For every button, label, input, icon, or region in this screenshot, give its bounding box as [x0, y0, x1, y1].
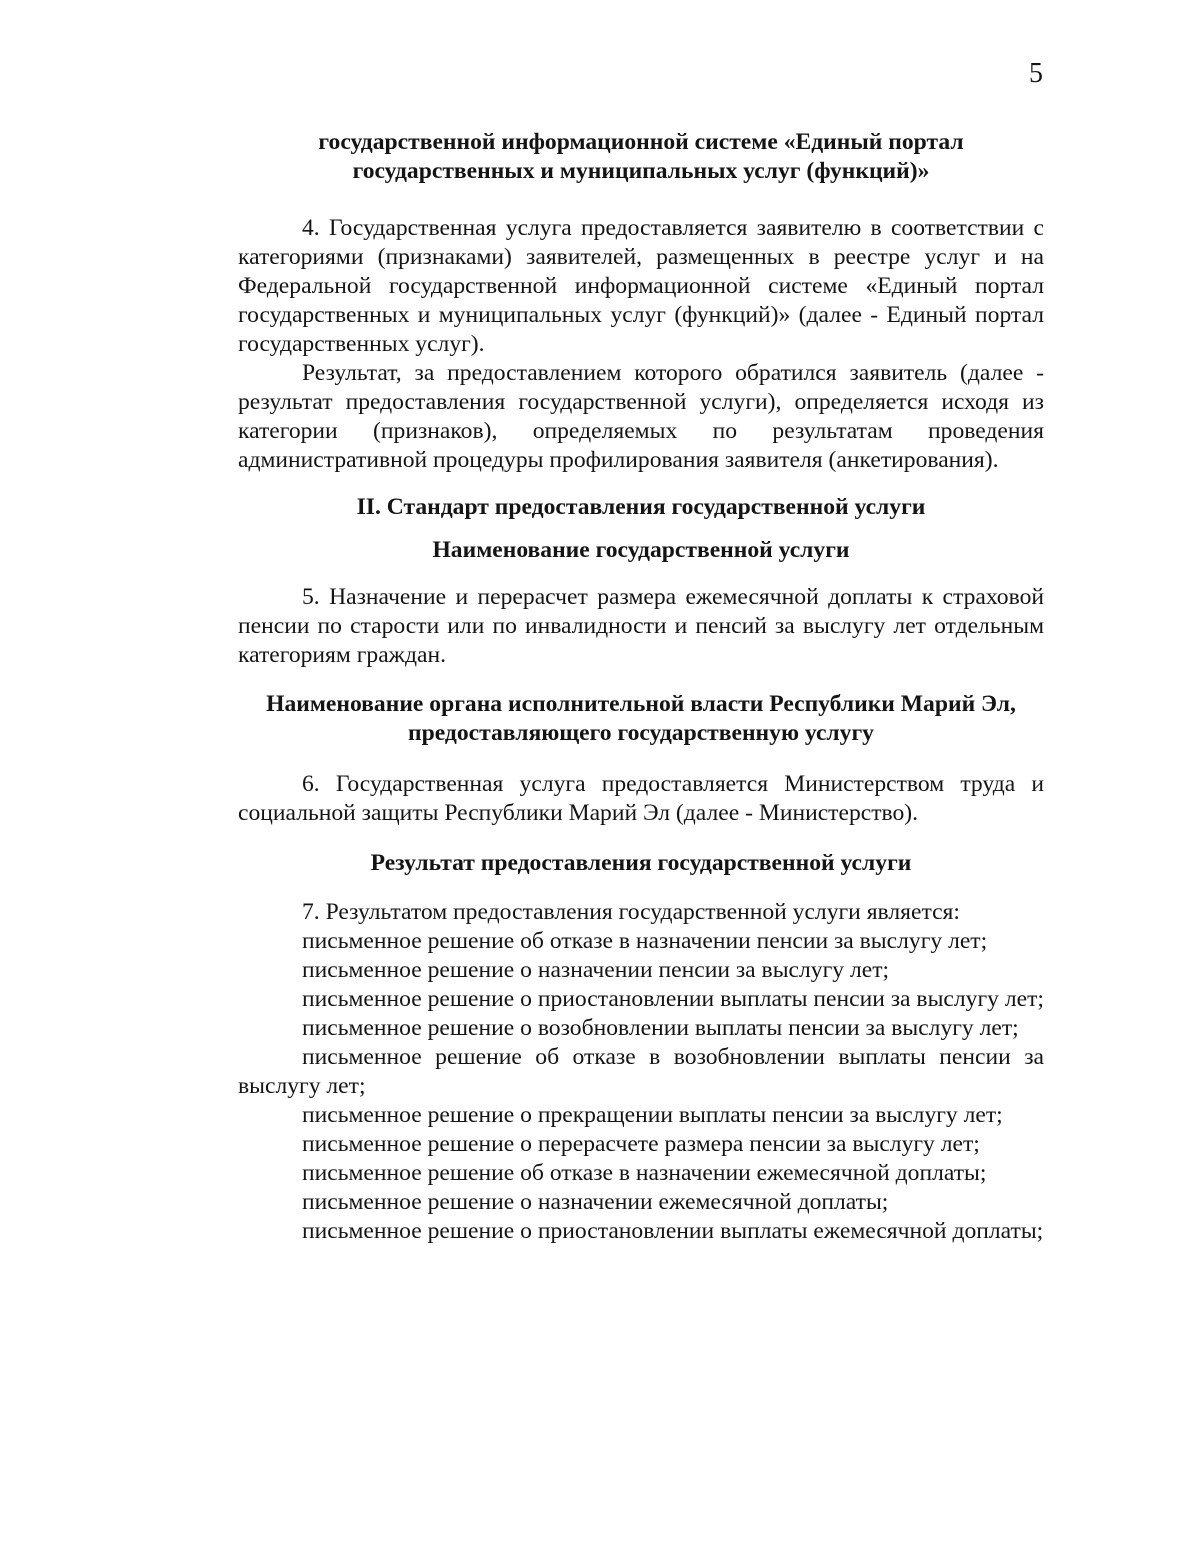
- list-item: письменное решение об отказе в назначении пенсии за выслугу лет;: [302, 928, 988, 954]
- heading-service-name: Наименование государственной услуги: [432, 537, 850, 563]
- heading-executive-body: Наименование органа исполнительной власти Республики Марий Эл, предоставляющего государственную услугу: [266, 691, 1016, 746]
- heading-service-result: Результат предоставления государственной услуги: [370, 850, 912, 876]
- list-item: письменное решение об отказе в назначении ежемесячной доплаты;: [302, 1160, 987, 1186]
- document-body: [238, 128, 1044, 1246]
- paragraph-5: 5. Назначение и перерасчет размера ежемесячной доплаты к страховой пенсии по старости или по инвалидности и пенсий за выслугу лет отдельным категориям граждан.: [238, 584, 1044, 668]
- paragraph-7-intro: 7. Результатом предоставления государственной услуги является:: [302, 899, 960, 925]
- heading-portal: государственной информационной системе «Единый портал государственных и муниципальных услуг (функций)»: [318, 129, 964, 184]
- list-item: письменное решение о возобновлении выплаты пенсии за выслугу лет;: [302, 1015, 1019, 1041]
- list-item: письменное решение о назначении ежемесячной доплаты;: [302, 1189, 889, 1215]
- paragraph-result-definition: Результат, за предоставлением которого обратился заявитель (далее - результат предоставления государственной услуги), определяется исходя из категории (признаков), определяемых по результатам проведения административной процедуры профилирования заявителя (анкетирования).: [238, 360, 1044, 473]
- list-item: письменное решение о перерасчете размера пенсии за выслугу лет;: [302, 1131, 980, 1157]
- list-item: письменное решение о назначении пенсии за выслугу лет;: [302, 957, 890, 983]
- paragraph-4: 4. Государственная услуга предоставляется заявителю в соответствии с категориями (признаками) заявителей, размещенных в реестре услуг и на Федеральной государственной информационной системе «Единый портал государственных и муниципальных услуг (функций)» (далее - Единый портал государственных услуг).: [238, 215, 1044, 357]
- list-item: письменное решение о прекращении выплаты пенсии за выслугу лет;: [302, 1102, 1003, 1128]
- page-number: 5: [1029, 58, 1043, 89]
- paragraph-6: 6. Государственная услуга предоставляется Министерством труда и социальной защиты Республики Марий Эл (далее - Министерство).: [238, 771, 1044, 826]
- section-heading-standard: II. Стандарт предоставления государственной услуги: [356, 494, 926, 520]
- list-item: письменное решение о приостановлении выплаты ежемесячной доплаты;: [302, 1218, 1044, 1244]
- list-item: письменное решение о приостановлении выплаты пенсии за выслугу лет;: [302, 986, 1044, 1012]
- list-item: письменное решение об отказе в возобновлении выплаты пенсии за выслугу лет;: [238, 1044, 1044, 1099]
